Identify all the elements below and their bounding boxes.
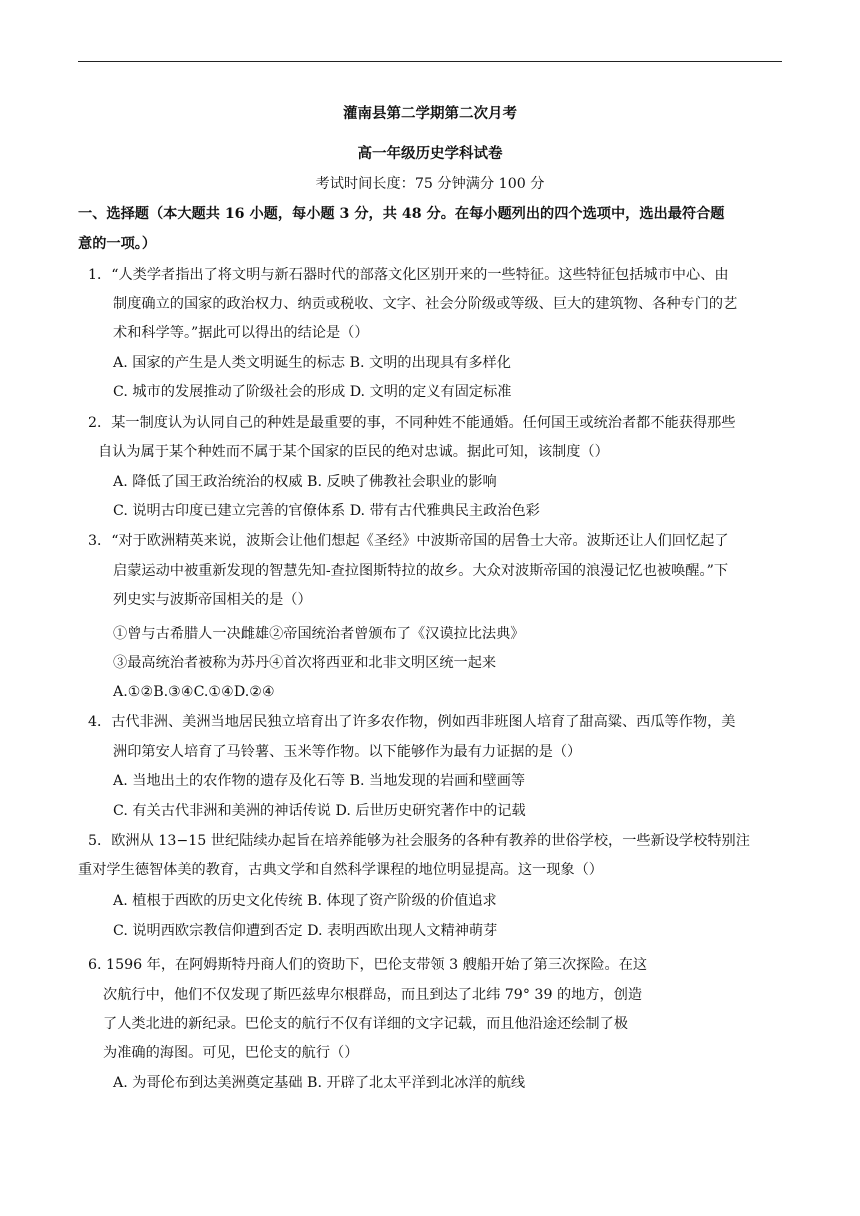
exam-title: 灌南县第二学期第二次月考 xyxy=(343,105,517,122)
question-option-line: A. 植根于西欧的历史文化传统 B. 体现了资产阶级的价值追求 xyxy=(113,893,497,909)
question-stem-line: 4．古代非洲、美洲当地居民独立培育出了许多农作物，例如西非班图人培育了甜高粱、西瓜等作物，美 xyxy=(88,714,736,730)
question-stem-line: 5．欧洲从 13−15 世纪陆续办起旨在培养能够为社会服务的各种有教养的世俗学校，一些新设学校特别注 xyxy=(88,833,750,849)
question-option-line: C. 说明古印度已建立完善的官僚体系 D. 带有古代雅典民主政治色彩 xyxy=(113,503,540,519)
question-option-line: C. 有关古代非洲和美洲的神话传说 D. 后世历史研究著作中的记载 xyxy=(113,803,526,819)
question-stem-line: 启蒙运动中被重新发现的智慧先知-查拉图斯特拉的故乡。大众对波斯帝国的浪漫记忆也被唤醒。”下 xyxy=(113,563,729,579)
question-item-line: ③最高统治者被称为苏丹④首次将西亚和北非文明区统一起来 xyxy=(113,655,497,671)
question-stem-line: 制度确立的国家的政治权力、纳贡或税收、文字、社会分阶级或等级、巨大的建筑物、各种专门的艺 xyxy=(113,296,738,312)
question-stem-line: 了人类北进的新纪录。巴伦支的航行不仅有详细的文字记载，而且他沿途还绘制了极 xyxy=(103,1016,628,1032)
question-stem-line: 1．“人类学者指出了将文明与新石器时代的部落文化区别开来的一些特征。这些特征包括城市中心、由 xyxy=(88,267,729,283)
question-stem-line: 洲印第安人培育了马铃薯、玉米等作物。以下能够作为最有力证据的是（） xyxy=(113,744,582,760)
question-option-line: C. 城市的发展推动了阶级社会的形成 D. 文明的定义有固定标准 xyxy=(113,384,512,400)
question-stem-line: 术和科学等。”据此可以得出的结论是（） xyxy=(113,325,369,341)
header-rule xyxy=(78,61,782,62)
question-option-line: A. 降低了国王政治统治的权威 B. 反映了佛教社会职业的影响 xyxy=(113,474,497,490)
question-option-line: A. 国家的产生是人类文明诞生的标志 B. 文明的出现具有多样化 xyxy=(113,355,511,371)
section-heading-line1: 一、选择题（本大题共 16 小题，每小题 3 分，共 48 分。在每小题列出的四个选项中，选出最符合题 xyxy=(78,206,725,222)
question-item-line: ①曾与古希腊人一决雌雄②帝国统治者曾颁布了《汉谟拉比法典》 xyxy=(113,626,525,642)
section-heading-line2: 意的一项。） xyxy=(78,236,157,252)
question-option-line: A. 当地出土的农作物的遗存及化石等 B. 当地发现的岩画和壁画等 xyxy=(113,773,526,789)
question-stem-line: 6. 1596 年，在阿姆斯特丹商人们的资助下，巴伦支带领 3 艘船开始了第三次探险。在这 xyxy=(88,957,648,973)
question-stem-line: 自认为属于某个种姓而不属于某个国家的臣民的绝对忠诚。据此可知，该制度（） xyxy=(98,444,609,460)
question-stem-line: 重对学生德智体美的教育，古典文学和自然科学课程的地位明显提高。这一现象（） xyxy=(78,862,603,878)
question-option-line: A. 为哥伦布到达美洲奠定基础 B. 开辟了北太平洋到北冰洋的航线 xyxy=(113,1075,526,1091)
exam-subtitle: 高一年级历史学科试卷 xyxy=(357,145,503,162)
question-option-line: A.①②B.③④C.①④D.②④ xyxy=(113,684,275,700)
question-stem-line: 次航行中，他们不仅发现了斯匹兹卑尔根群岛，而且到达了北纬 79° 39 的地方，创造 xyxy=(103,987,643,1003)
question-stem-line: 列史实与波斯帝国相关的是（） xyxy=(113,592,312,608)
question-stem-line: 3．“对于欧洲精英来说，波斯会让他们想起《圣经》中波斯帝国的居鲁士大帝。波斯还让人们回忆起了 xyxy=(88,533,729,549)
exam-info: 考试时间长度：75 分钟满分 100 分 xyxy=(315,176,545,192)
question-stem-line: 为准确的海图。可见，巴伦支的航行（） xyxy=(103,1045,359,1061)
question-option-line: C. 说明西欧宗教信仰遭到否定 D. 表明西欧出现人文精神萌芽 xyxy=(113,923,498,939)
question-stem-line: 2．某一制度认为认同自己的种姓是最重要的事，不同种姓不能通婚。任何国王或统治者都不能获得那些 xyxy=(88,415,736,431)
